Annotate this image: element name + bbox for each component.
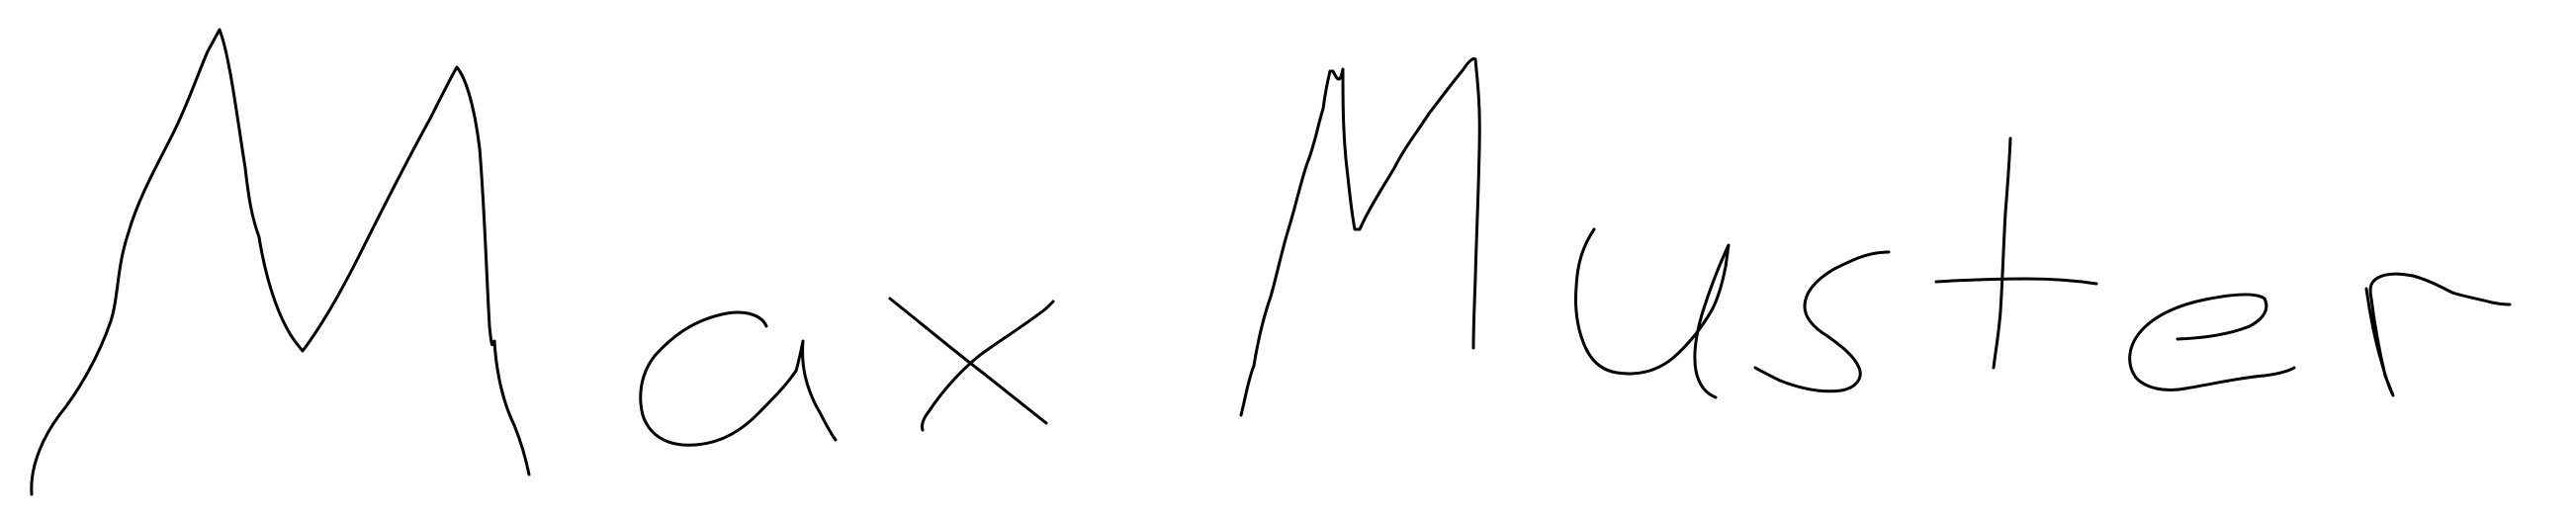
stroke-t-bar-muster <box>1936 279 2096 284</box>
stroke-u-muster <box>1575 229 1729 397</box>
stroke-s-muster <box>1755 252 1889 391</box>
stroke-t-stem-muster <box>1994 138 2010 368</box>
stroke-M-muster <box>1241 58 1479 415</box>
stroke-e-muster <box>2130 295 2294 390</box>
stroke-a-max <box>641 312 836 445</box>
stroke-M-max <box>32 30 529 494</box>
stroke-x2-max <box>923 302 1053 430</box>
stroke-r-muster <box>2366 274 2510 395</box>
stroke-x1-max <box>890 299 1046 423</box>
